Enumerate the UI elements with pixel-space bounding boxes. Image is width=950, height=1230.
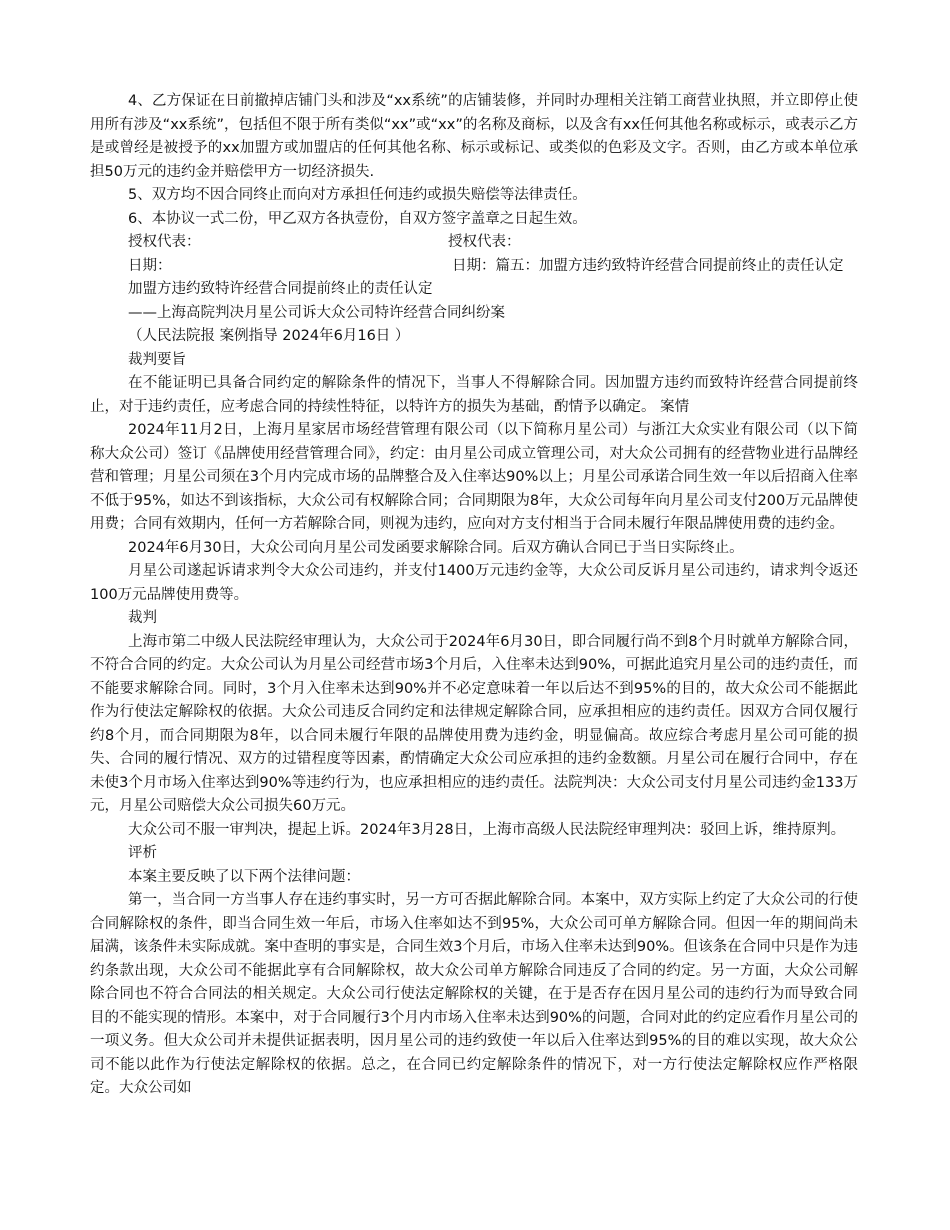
clause-5: 5、双方均不因合同终止而向对方承担任何违约或损失赔偿等法律责任。: [128, 187, 587, 203]
left-date: 日期：: [128, 257, 172, 274]
article-source: （人民法院报 案例指导 2024年6月16日 ）: [128, 328, 410, 344]
right-date-and-heading: 日期：篇五：加盟方违约致特许经营合同提前终止的责任认定: [452, 257, 844, 274]
analysis-intro: 本案主要反映了以下两个法律问题：: [128, 868, 360, 885]
heading-analysis: 评析: [128, 845, 157, 861]
right-authorized-rep: 授权代表：: [448, 234, 521, 250]
gist-paragraph: 在不能证明已具备合同约定的解除条件的情况下，当事人不得解除合同。因加盟方违约而致特许经营合同提前终止，对于违约责任，应考虑合同的持续性特征，以特许方的损失为基础，酌情予以确定。 案情: [90, 375, 858, 415]
analysis-paragraph-1: 第一，当合同一方当事人存在违约事实时，另一方可否据此解除合同。本案中，双方实际上约定了大众公司的行使合同解除权的条件，即当合同生效一年后，市场入住率如达不到95%，大众公司可单方解除合同。但因一年的期间尚未届满，该条件未实际成就。案中查明的事实是，合同生效3个月后，市场入住率未达到90%。但该条在合同中只是作为违约条款出现，大众公司不能据此享有合同解除权，故大众公司单方解除合同违反了合同的约定。另一方面，大众公司解除合同也不符合合同法的相关规定。大众公司行使法定解除权的关键，在于是否存在因月星公司的违约行为而导致合同目的不能实现的情形。本案中，对于合同履行3个月内市场入住率未达到90%的问题，合同对此的约定应看作月星公司的一项义务。但大众公司并未提供证据表明，因月星公司的违约致使一年以后入住率达到95%的目的难以实现，故大众公司不能以此作为行使法定解除权的依据。总之，在合同已约定解除条件的情况下，对一方行使法定解除权应作严格限定。大众公司如: [90, 892, 858, 1096]
signature-date-row: [90, 255, 858, 279]
judgment-paragraph-2: 大众公司不服一审判决，提起上诉。2024年3月28日，上海市高级人民法院经审理判决：驳回上诉，维持原判。: [128, 821, 846, 838]
judgment-paragraph-1: 上海市第二中级人民法院经审理认为，大众公司于2024年6月30日，即合同履行尚不到8个月时就单方解除合同，不符合合同的约定。大众公司认为月星公司经营市场3个月后，入住率未达到90%，可据此追究月星公司的违约责任，而不能要求解除合同。同时，3个月入住率未达到90%并不必定意味着一年以后达不到95%的目的，故大众公司不能据此作为行使法定解除权的依据。大众公司违反合同约定和法律规定解除合同，应承担相应的违约责任。因双方合同仅履行约8个月，而合同期限为8年，以合同未履行年限的品牌使用费为违约金，明显偏高。故应综合考虑月星公司可能的损失、合同的履行情况、双方的过错程度等因素，酌情确定大众公司应承担的违约金数额。月星公司在履行合同中，存在未使3个月市场入住率达到90%等违约行为，也应承担相应的违约责任。法院判决：大众公司支付月星公司违约金133万元，月星公司赔偿大众公司损失60万元。: [90, 633, 858, 814]
clause-6: 6、本协议一式二份，甲乙双方各执壹份，自双方签字盖章之日起生效。: [128, 210, 587, 227]
heading-judgment: 裁判: [128, 610, 157, 626]
article-subtitle: ——上海高院判决月星公司诉大众公司特许经营合同纠纷案: [128, 304, 505, 321]
heading-gist: 裁判要旨: [128, 351, 186, 368]
case-paragraph-3: 月星公司遂起诉请求判令大众公司违约，并支付1400万元违约金等，大众公司反诉月星公司违约，请求判令返还100万元品牌使用费等。: [90, 563, 858, 603]
case-paragraph-1: 2024年11月2日，上海月星家居市场经营管理有限公司（以下简称月星公司）与浙江大众实业有限公司（以下简称大众公司）签订《品牌使用经营管理合同》，约定：由月星公司成立管理公司，对大众公司拥有的经营物业进行品牌经营和管理；月星公司须在3个月内完成市场的品牌整合及入住率达90%以上；月星公司承诺合同生效一年以后招商入住率不低于95%，如达不到该指标，大众公司有权解除合同；合同期限为8年，大众公司每年向月星公司支付200万元品牌使用费；合同有效期内，任何一方若解除合同，则视为违约，应向对方支付相当于合同未履行年限品牌使用费的违约金。: [90, 422, 858, 532]
signature-rep-row: [90, 231, 858, 255]
article-title: 加盟方违约致特许经营合同提前终止的责任认定: [128, 281, 433, 297]
case-paragraph-2: 2024年6月30日，大众公司向月星公司发函要求解除合同。后双方确认合同已于当日实际终止。: [128, 539, 744, 556]
clause-4: 4、乙方保证在日前撤掉店铺门头和涉及“xx系统”的店铺装修，并同时办理相关注销工商营业执照，并立即停止使用所有涉及“xx系统”，包括但不限于所有类似“xx”或“xx”的名称及商标，以及含有xx任何其他名称或标示，或表示乙方是或曾经是被授予的xx加盟方或加盟店的任何其他名称、标示或标记、或类似的色彩及文字。否则，由乙方或本单位承担50万元的违约金并赔偿甲方一切经济损失.: [90, 93, 858, 180]
left-authorized-rep: 授权代表：: [128, 234, 201, 250]
